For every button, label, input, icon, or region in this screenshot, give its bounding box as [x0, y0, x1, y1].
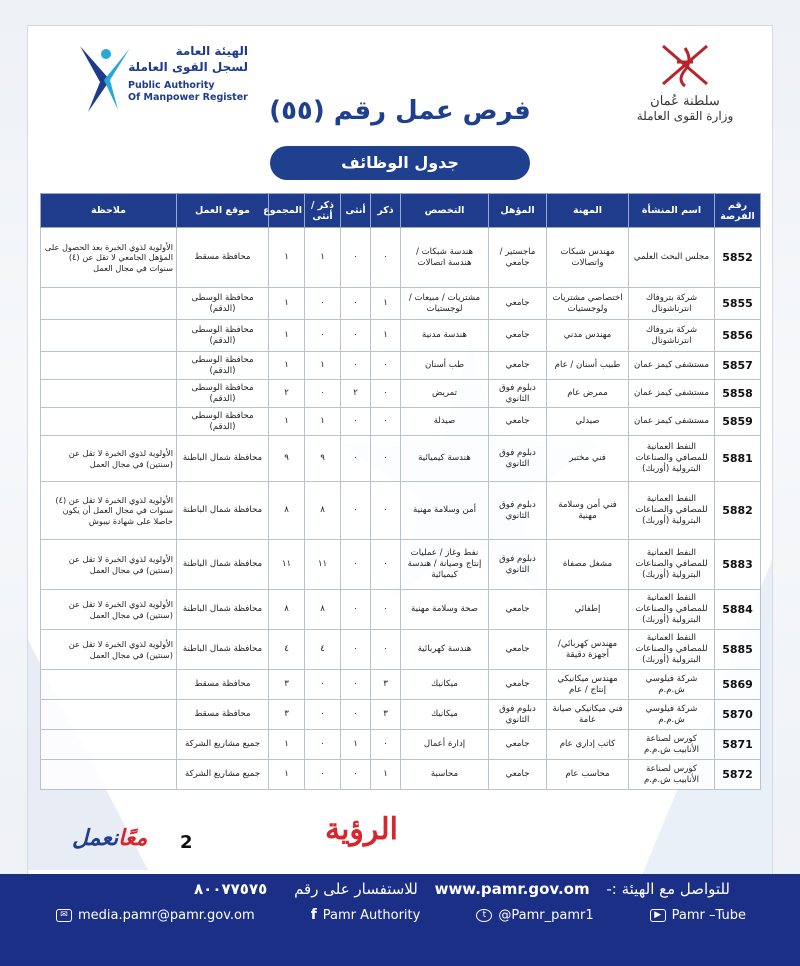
cell-male: ٣: [371, 700, 401, 730]
cell-female: ٠: [341, 700, 371, 730]
cell-spec: طب أسنان: [401, 352, 489, 380]
cell-either: ٩: [305, 436, 341, 482]
cell-job: اختصاصي مشتريات ولوجستيات: [547, 288, 629, 320]
cell-female: ٢: [341, 380, 371, 408]
cell-id: 5852: [715, 228, 761, 288]
table-row: [41, 352, 761, 380]
table-header-row: [41, 194, 761, 228]
cell-id: 5859: [715, 408, 761, 436]
alroya-logo: الرؤية: [325, 812, 398, 847]
cell-total: ٤: [269, 630, 305, 670]
cell-company: مستشفى كيمز عمان: [629, 380, 715, 408]
col-header-note: ملاحظة: [41, 194, 177, 228]
table-row: [41, 730, 761, 760]
col-header-either: ذكر / أنثى: [305, 194, 341, 228]
col-header-location: موقع العمل: [177, 194, 269, 228]
cell-total: ٨: [269, 590, 305, 630]
cell-job: صيدلي: [547, 408, 629, 436]
cell-job: مهندس شبكات واتصالات: [547, 228, 629, 288]
cell-male: ١: [371, 760, 401, 790]
cell-job: مهندس ميكانيكي إنتاج / عام: [547, 670, 629, 700]
cell-note: الأولوية لذوي الخبرة لا تقل عن (سنتين) في مجال العمل: [41, 540, 177, 590]
cell-note: الأولوية لذوي الخبرة لا تقل عن (٤) سنوات في مجال العمل أن يكون حاصلا على شهادة نيبوش: [41, 482, 177, 540]
cell-note: الأولوية لذوي الخبرة لا تقل عن (سنتين) في مجال العمل: [41, 630, 177, 670]
table-row: [41, 590, 761, 630]
cell-male: ٠: [371, 408, 401, 436]
authority-emblem-icon: [70, 40, 134, 120]
facebook-item[interactable]: [311, 907, 421, 923]
cell-qual: دبلوم فوق الثانوي: [489, 700, 547, 730]
cell-male: ٠: [371, 730, 401, 760]
twitter-text: @Pamr_pamr1: [498, 907, 594, 923]
cell-company: النفط العمانية للمصافي والصناعات البترولية (أوربك): [629, 630, 715, 670]
cell-location: محافظة الوسطى (الدقم): [177, 288, 269, 320]
cell-id: 5858: [715, 380, 761, 408]
cell-spec: محاسبة: [401, 760, 489, 790]
cell-job: ممرض عام: [547, 380, 629, 408]
cell-company: كورس لصناعة الأنابيب ش.م.م: [629, 730, 715, 760]
cell-either: ٠: [305, 320, 341, 352]
email-icon: ✉: [56, 909, 72, 922]
cell-male: ٠: [371, 228, 401, 288]
cell-total: ١: [269, 320, 305, 352]
cell-spec: نفط وغاز / عمليات إنتاج وصيانة / هندسة كيميائية: [401, 540, 489, 590]
cell-note: [41, 288, 177, 320]
col-header-qual: المؤهل: [489, 194, 547, 228]
cell-male: ٠: [371, 630, 401, 670]
cell-note: [41, 700, 177, 730]
twitter-icon: t: [476, 909, 492, 922]
ma3an-logo: [72, 826, 147, 851]
cell-female: ٠: [341, 670, 371, 700]
cell-qual: جامعي: [489, 320, 547, 352]
col-header-company: اسم المنشأة: [629, 194, 715, 228]
cell-job: فني ميكانيكي صيانة عامة: [547, 700, 629, 730]
table-row: [41, 670, 761, 700]
cell-spec: ميكانيك: [401, 670, 489, 700]
cell-company: النفط العمانية للمصافي والصناعات البترولية (أوربك): [629, 590, 715, 630]
cell-location: محافظة الوسطى (الدقم): [177, 408, 269, 436]
cell-male: ٠: [371, 590, 401, 630]
cell-qual: جامعي: [489, 670, 547, 700]
cell-male: ٠: [371, 436, 401, 482]
table-row: [41, 320, 761, 352]
col-header-spec: التخصص: [401, 194, 489, 228]
table-row: [41, 482, 761, 540]
youtube-text: Pamr –Tube: [671, 907, 746, 923]
cell-qual: دبلوم فوق الثانوي: [489, 380, 547, 408]
table-row: [41, 436, 761, 482]
cell-location: محافظة الوسطى (الدقم): [177, 380, 269, 408]
cell-either: ٤: [305, 630, 341, 670]
cell-id: 5872: [715, 760, 761, 790]
col-header-job: المهنة: [547, 194, 629, 228]
cell-location: محافظة الوسطى (الدقم): [177, 352, 269, 380]
cell-male: ٠: [371, 352, 401, 380]
cell-qual: جامعي: [489, 730, 547, 760]
col-header-total: المجموع: [269, 194, 305, 228]
cell-total: ١١: [269, 540, 305, 590]
twitter-item[interactable]: [476, 908, 593, 923]
cell-note: [41, 670, 177, 700]
cell-male: ٠: [371, 540, 401, 590]
cell-company: شركة بتروفاك انترناشونال: [629, 320, 715, 352]
authority-name-ar-1: الهيئة العامة: [175, 44, 248, 58]
table-row: [41, 630, 761, 670]
cell-qual: جامعي: [489, 288, 547, 320]
cell-note: [41, 760, 177, 790]
cell-female: ٠: [341, 320, 371, 352]
jobs-table-wrap: [40, 193, 760, 790]
cell-location: محافظة مسقط: [177, 700, 269, 730]
cell-company: النفط العمانية للمصافي والصناعات البترولية (أوربك): [629, 540, 715, 590]
cell-female: ٠: [341, 436, 371, 482]
cell-spec: أمن وسلامة مهنية: [401, 482, 489, 540]
cell-either: ٠: [305, 288, 341, 320]
email-item[interactable]: [56, 908, 255, 923]
jobs-table: [40, 193, 761, 790]
ministry-name-2: وزارة القوى العاملة: [636, 109, 734, 123]
cell-location: محافظة مسقط: [177, 228, 269, 288]
cell-company: شركة فيلوسي ش.م.م: [629, 700, 715, 730]
cell-location: محافظة شمال الباطنة: [177, 436, 269, 482]
cell-location: جميع مشاريع الشركة: [177, 730, 269, 760]
cell-total: ١: [269, 352, 305, 380]
cell-location: محافظة شمال الباطنة: [177, 540, 269, 590]
cell-female: ٠: [341, 590, 371, 630]
cell-spec: هندسة كيميائية: [401, 436, 489, 482]
cell-location: محافظة شمال الباطنة: [177, 482, 269, 540]
cell-id: 5871: [715, 730, 761, 760]
cell-location: جميع مشاريع الشركة: [177, 760, 269, 790]
cell-note: [41, 352, 177, 380]
cell-male: ٠: [371, 482, 401, 540]
cell-id: 5882: [715, 482, 761, 540]
cell-spec: هندسة مدنية: [401, 320, 489, 352]
col-header-id: رقم الفرصة: [715, 194, 761, 228]
cell-location: محافظة مسقط: [177, 670, 269, 700]
cell-job: محاسب عام: [547, 760, 629, 790]
cell-note: [41, 408, 177, 436]
cell-company: شركة فيلوسي ش.م.م: [629, 670, 715, 700]
cell-spec: إدارة أعمال: [401, 730, 489, 760]
cell-id: 5883: [715, 540, 761, 590]
ministry-name-1: سلطنة عُمان: [650, 94, 720, 109]
page-title: فرص عمل رقم (٥٥): [269, 96, 531, 126]
cell-total: ١: [269, 288, 305, 320]
cell-company: شركة بتروفاك انترناشونال: [629, 288, 715, 320]
inquiry-label: للاستفسار على رقم: [294, 880, 418, 898]
cell-id: 5869: [715, 670, 761, 700]
cell-id: 5884: [715, 590, 761, 630]
youtube-item[interactable]: [650, 908, 746, 923]
cell-note: الأولوية لذوي الخبرة لا تقل عن (سنتين) في مجال العمل: [41, 590, 177, 630]
cell-total: ٨: [269, 482, 305, 540]
khanjar-emblem-icon: [655, 40, 715, 90]
authority-name-en-1: Public Authority: [128, 80, 215, 91]
authority-name-ar-2: لسجل القوى العاملة: [128, 59, 248, 74]
cell-total: ٩: [269, 436, 305, 482]
cell-note: الأولوية لذوي الخبرة بعد الحصول على المؤهل الجامعي لا تقل عن (٤) سنوات في مجال العمل: [41, 228, 177, 288]
table-row: [41, 380, 761, 408]
cell-female: ١: [341, 730, 371, 760]
cell-qual: دبلوم فوق الثانوي: [489, 436, 547, 482]
cell-id: 5885: [715, 630, 761, 670]
cell-job: طبيب أسنان / عام: [547, 352, 629, 380]
authority-name-en-2: Of Manpower Register: [128, 91, 248, 103]
cell-qual: دبلوم فوق الثانوي: [489, 482, 547, 540]
cell-spec: هندسة شبكات / هندسة اتصالات: [401, 228, 489, 288]
cell-either: ٠: [305, 700, 341, 730]
authority-logo: [70, 40, 250, 140]
email-text: media.pamr@pamr.gov.om: [78, 907, 255, 923]
cell-company: النفط العمانية للمصافي والصناعات البترولية (أوربك): [629, 436, 715, 482]
cell-note: الأولوية لذوي الخبرة لا تقل عن (سنتين) في مجال العمل: [41, 436, 177, 482]
cell-either: ١: [305, 408, 341, 436]
col-header-female: أنثى: [341, 194, 371, 228]
cell-either: ٨: [305, 482, 341, 540]
cell-qual: ماجستير / جامعي: [489, 228, 547, 288]
cell-id: 5856: [715, 320, 761, 352]
cell-female: ٠: [341, 352, 371, 380]
table-body: [41, 228, 761, 790]
authority-name-ar: [128, 44, 248, 75]
cell-id: 5855: [715, 288, 761, 320]
cell-total: ١: [269, 228, 305, 288]
cell-qual: جامعي: [489, 408, 547, 436]
cell-job: فني مختبر: [547, 436, 629, 482]
cell-either: ١: [305, 352, 341, 380]
cell-total: ١: [269, 760, 305, 790]
cell-either: ١: [305, 228, 341, 288]
cell-total: ١: [269, 408, 305, 436]
cell-total: ١: [269, 730, 305, 760]
cell-either: ٠: [305, 670, 341, 700]
cell-qual: جامعي: [489, 760, 547, 790]
cell-female: ٠: [341, 540, 371, 590]
table-row: [41, 540, 761, 590]
cell-female: ٠: [341, 288, 371, 320]
phone-number[interactable]: ٨٠٠٧٧٥٧٥: [194, 880, 268, 898]
facebook-text: Pamr Authority: [322, 907, 421, 923]
cell-id: 5857: [715, 352, 761, 380]
cell-male: ١: [371, 320, 401, 352]
cell-spec: هندسة كهربائية: [401, 630, 489, 670]
ma3an-part-1: معًا: [118, 826, 148, 851]
cell-qual: جامعي: [489, 352, 547, 380]
cell-id: 5870: [715, 700, 761, 730]
cell-total: ٣: [269, 670, 305, 700]
table-row: [41, 288, 761, 320]
authority-name-en: [128, 80, 258, 104]
ministry-logo: [610, 40, 760, 140]
cell-company: كورس لصناعة الأنابيب ش.م.م: [629, 760, 715, 790]
footer-social-line: [56, 904, 746, 926]
cell-note: [41, 320, 177, 352]
ma3an-part-2: نعمل: [72, 826, 119, 851]
cell-id: 5881: [715, 436, 761, 482]
cell-female: ٠: [341, 408, 371, 436]
cell-female: ٠: [341, 760, 371, 790]
cell-spec: صيدلة: [401, 408, 489, 436]
cell-qual: جامعي: [489, 590, 547, 630]
cell-either: ٨: [305, 590, 341, 630]
cell-female: ٠: [341, 630, 371, 670]
table-row: [41, 700, 761, 730]
cell-company: النفط العمانية للمصافي والصناعات البترولية (أوربك): [629, 482, 715, 540]
cell-either: ٠: [305, 730, 341, 760]
table-row: [41, 760, 761, 790]
cell-total: ٣: [269, 700, 305, 730]
cell-female: ٠: [341, 228, 371, 288]
cell-spec: تمريض: [401, 380, 489, 408]
website-link[interactable]: www.pamr.gov.om: [434, 880, 590, 898]
page-number: 2: [180, 832, 193, 853]
table-row: [41, 228, 761, 288]
cell-company: مستشفى كيمز عمان: [629, 352, 715, 380]
facebook-icon: f: [310, 907, 317, 923]
cell-either: ٠: [305, 380, 341, 408]
youtube-icon: ▶: [650, 909, 666, 922]
cell-location: محافظة شمال الباطنة: [177, 590, 269, 630]
cell-qual: جامعي: [489, 630, 547, 670]
cell-location: محافظة الوسطى (الدقم): [177, 320, 269, 352]
col-header-male: ذكر: [371, 194, 401, 228]
cell-job: مهندس كهربائي/ أجهزة دقيقة: [547, 630, 629, 670]
table-row: [41, 408, 761, 436]
cell-qual: دبلوم فوق الثانوي: [489, 540, 547, 590]
cell-job: كاتب إداري عام: [547, 730, 629, 760]
table-title-pill: جدول الوظائف: [270, 146, 530, 180]
cell-note: [41, 730, 177, 760]
cell-male: ١: [371, 288, 401, 320]
cell-either: ٠: [305, 760, 341, 790]
cell-job: مهندس مدني: [547, 320, 629, 352]
cell-male: ٣: [371, 670, 401, 700]
cell-company: مجلس البحث العلمي: [629, 228, 715, 288]
cell-total: ٢: [269, 380, 305, 408]
cell-note: [41, 380, 177, 408]
footer-contact-line: [80, 880, 730, 904]
cell-spec: ميكانيك: [401, 700, 489, 730]
cell-spec: صحة وسلامة مهنية: [401, 590, 489, 630]
contact-label: للتواصل مع الهيئة :-: [606, 880, 730, 898]
cell-either: ١١: [305, 540, 341, 590]
cell-job: مشغل مصفاة: [547, 540, 629, 590]
cell-job: إطفائي: [547, 590, 629, 630]
cell-spec: مشتريات / مبيعات / لوجستيات: [401, 288, 489, 320]
cell-company: مستشفى كيمز عمان: [629, 408, 715, 436]
cell-location: محافظة شمال الباطنة: [177, 630, 269, 670]
cell-female: ٠: [341, 482, 371, 540]
cell-male: ٠: [371, 380, 401, 408]
cell-job: فني أمن وسلامة مهنية: [547, 482, 629, 540]
